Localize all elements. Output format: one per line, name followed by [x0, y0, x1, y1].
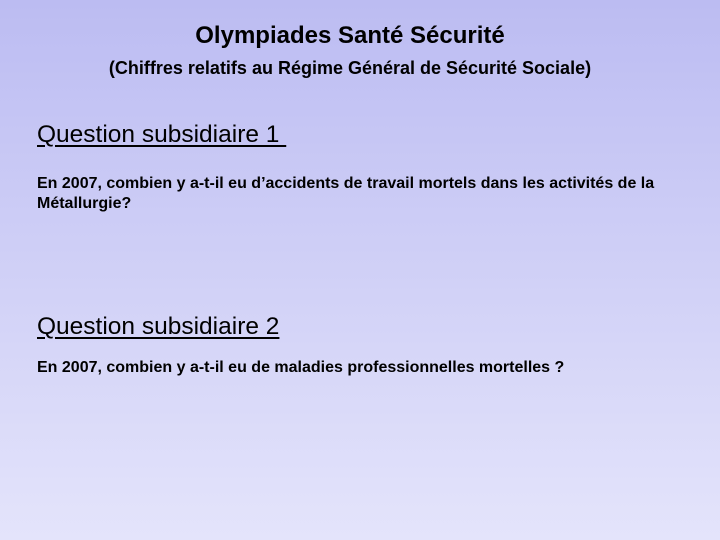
question-2-heading: Question subsidiaire 2 [37, 313, 280, 340]
slide-subtitle: (Chiffres relatifs au Régime Général de Sécurité Sociale) [108, 58, 592, 78]
question-1-text: En 2007, combien y a-t-il eu d’accidents de travail mortels dans les activités de la Métallurgie? [37, 175, 655, 212]
question-1-heading: Question subsidiaire 1 [37, 121, 287, 148]
question-2-text: En 2007, combien y a-t-il eu de maladies professionnelles mortelles ? [37, 359, 565, 376]
slide-title: Olympiades Santé Sécurité [195, 22, 505, 49]
